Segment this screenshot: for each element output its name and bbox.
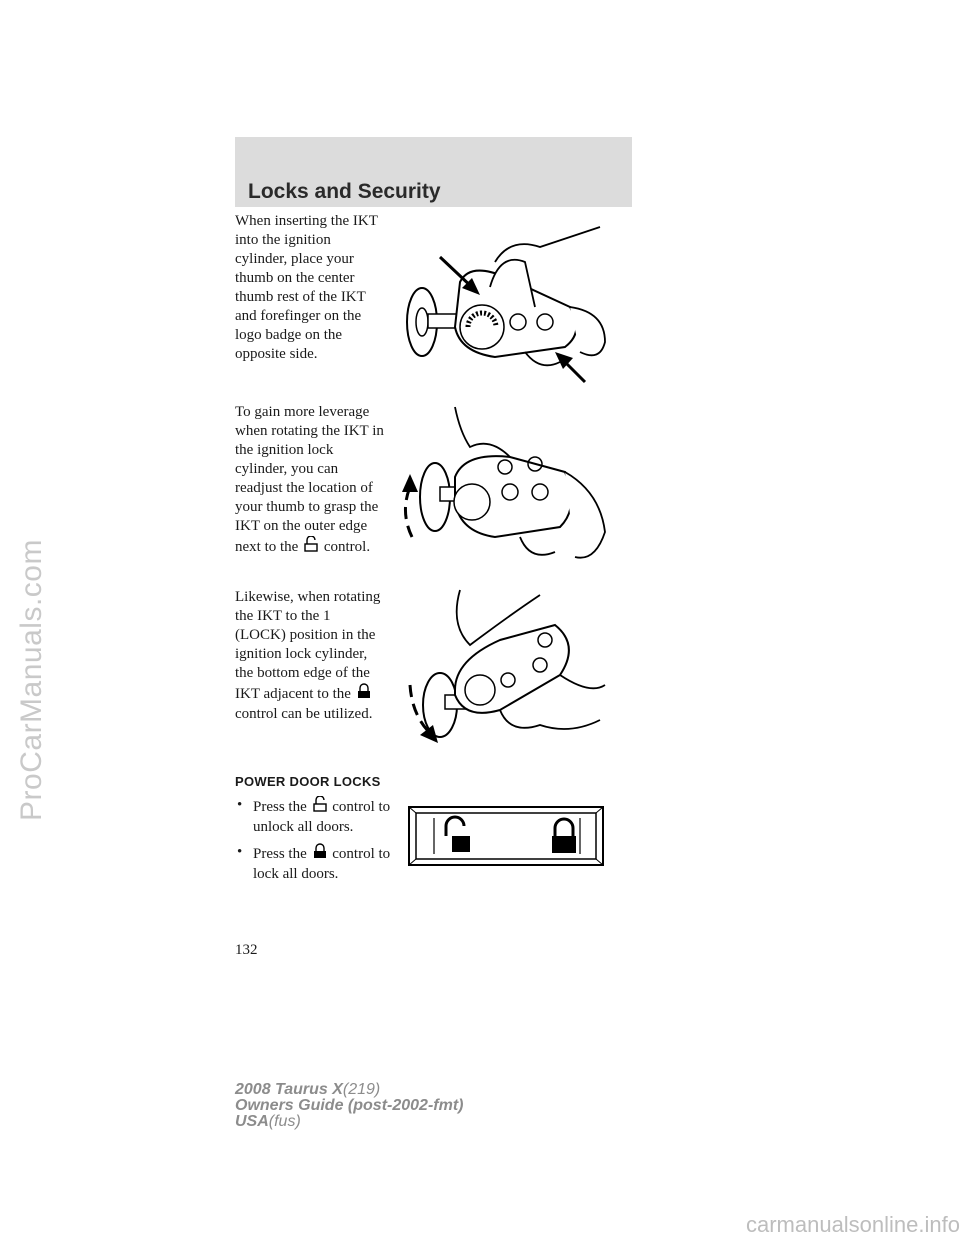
page-number: 132 xyxy=(235,942,258,958)
paragraph-leverage xyxy=(235,403,385,558)
lock-padlock-icon xyxy=(313,843,327,865)
list-item-unlock xyxy=(235,796,395,837)
lock-padlock-icon xyxy=(357,683,371,705)
pointer-arrow-icon xyxy=(555,352,585,382)
list-item-text: control to unlock all doors. xyxy=(253,799,391,835)
bullet: • xyxy=(237,797,243,813)
paragraph-insert-ikt: When inserting the IKT into the ignition cylinder, place your thumb on the center thumb rest of the IKT and forefinger on the logo badge on the opposite side. xyxy=(235,213,378,362)
footer-market: USA xyxy=(235,1113,269,1130)
footer-model: 2008 Taurus X xyxy=(235,1081,343,1098)
unlock-padlock-icon xyxy=(313,796,327,818)
footer-market-code: (fus) xyxy=(268,1113,301,1130)
rotation-arrow-icon xyxy=(402,474,418,537)
door-lock-switch-illustration xyxy=(408,806,604,866)
unlock-padlock-icon xyxy=(304,536,318,558)
document-footer xyxy=(235,1082,463,1130)
paragraph-lock-position xyxy=(235,588,385,724)
ikt-rotate-lock-illustration xyxy=(400,585,615,750)
watermark-text: ProCarManuals.com xyxy=(15,539,48,821)
side-watermark xyxy=(8,380,56,980)
paragraph-leverage-text: To gain more leverage when rotating the IKT in the ignition lock cylinder, you can readjust the location of your thumb to grasp the IKT on the outer edge next to the xyxy=(235,404,384,555)
paragraph-leverage-end: control. xyxy=(323,539,371,555)
list-item-lock xyxy=(235,843,395,884)
bullet: • xyxy=(237,844,243,860)
section-heading-power-door-locks: POWER DOOR LOCKS xyxy=(235,774,381,789)
footer-model-code: (219) xyxy=(342,1081,381,1098)
list-item-text: Press the xyxy=(253,799,307,815)
site-url: carmanualsonline.info xyxy=(745,1212,960,1237)
paragraph-lock-position-end: control can be utilized. xyxy=(235,706,373,722)
power-door-locks-list xyxy=(235,796,395,890)
page-title: Locks and Security xyxy=(248,180,441,203)
ikt-rotate-leverage-illustration xyxy=(400,402,615,577)
footer-guide: Owners Guide (post-2002-fmt) xyxy=(235,1097,464,1114)
list-item-text: control to lock all doors. xyxy=(253,846,391,882)
list-item-text: Press the xyxy=(253,846,307,862)
ikt-insert-illustration xyxy=(400,222,615,397)
paragraph-lock-position-text: Likewise, when rotating the IKT to the 1 (LOCK) position in the ignition lock cylinder, the bottom edge of the IKT adjacent to the xyxy=(235,589,381,702)
